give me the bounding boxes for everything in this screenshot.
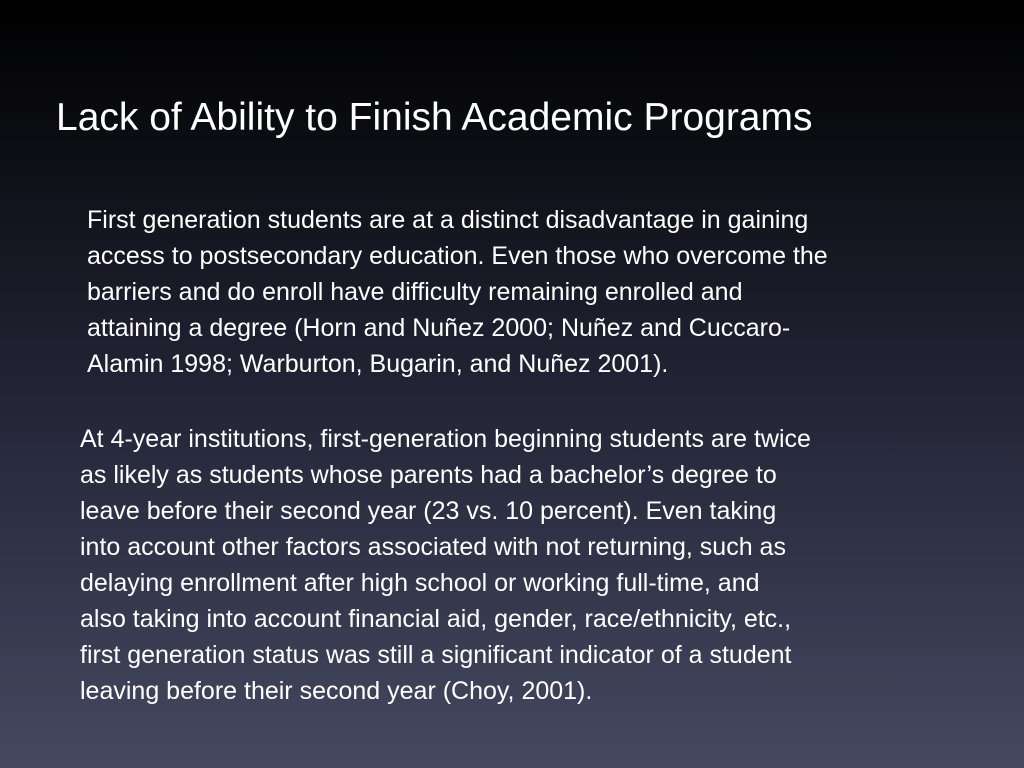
paragraph-line: First generation students are at a distinct disadvantage in gaining (87, 206, 809, 234)
paragraph-line: leaving before their second year (Choy, 2001). (80, 677, 593, 705)
paragraph-line: leave before their second year (23 vs. 10 percent). Even taking (80, 497, 777, 525)
paragraph-line: Alamin 1998; Warburton, Bugarin, and Nuñez 2001). (87, 350, 669, 378)
paragraph-line: as likely as students whose parents had a bachelor’s degree to (80, 461, 777, 489)
paragraph-line: access to postsecondary education. Even those who overcome the (87, 242, 828, 270)
paragraph-line: also taking into account financial aid, gender, race/ethnicity, etc., (80, 605, 792, 633)
paragraph-line: At 4-year institutions, first-generation beginning students are twice (80, 425, 811, 453)
paragraph-line: delaying enrollment after high school or working full-time, and (80, 569, 760, 597)
paragraph-four-year-institutions (80, 421, 811, 709)
paragraph-first-generation-access (87, 202, 828, 382)
paragraph-line: first generation status was still a significant indicator of a student (80, 641, 792, 669)
paragraph-line: attaining a degree (Horn and Nuñez 2000; Nuñez and Cuccaro- (87, 314, 791, 342)
paragraph-line: into account other factors associated with not returning, such as (80, 533, 786, 561)
slide-title: Lack of Ability to Finish Academic Programs (56, 96, 813, 139)
paragraph-line: barriers and do enroll have difficulty remaining enrolled and (87, 278, 743, 306)
